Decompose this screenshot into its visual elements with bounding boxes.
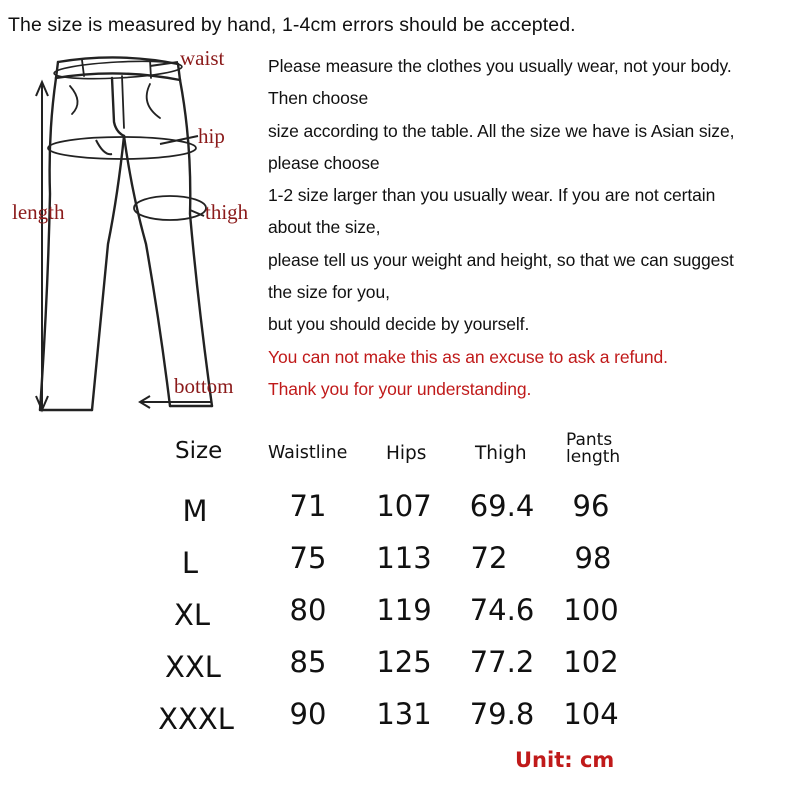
header-waistline: Waistline [268,443,348,463]
cell-waistline: 75 [289,541,327,575]
instructions [268,50,800,405]
thigh-label: thigh [205,200,249,224]
cell-hips: 119 [376,593,432,627]
refund-warning: You can not make this as an excuse to ask a refund. [268,346,668,367]
cell-hips: 125 [376,645,432,679]
cell-pants-length: 102 [563,645,619,679]
note-line: please tell us your weight and height, so that we can suggest [268,249,734,270]
thank-you-note: Thank you for your understanding. [268,378,532,399]
unit-label: Unit: cm [515,748,615,772]
note-line: about the size, [268,217,381,238]
cell-pants-length: 104 [563,697,619,731]
cell-waistline: 85 [289,645,327,679]
cell-hips: 113 [376,541,432,575]
cell-hips: 107 [376,489,432,523]
header-size: Size [175,438,223,464]
cell-size: XXL [165,650,221,684]
note-line: size according to the table. All the size we have is Asian size, [268,120,735,141]
cell-pants-length: 98 [574,541,612,575]
waist-label: waist [180,46,225,70]
note-line: the size for you, [268,282,390,303]
header-pants-length [566,432,620,466]
header-pants-length-line1: Pants [566,430,613,450]
cell-thigh: 77.2 [469,645,535,679]
cell-thigh: 74.6 [469,593,535,627]
header-hips: Hips [386,443,427,464]
cell-waistline: 71 [289,489,327,523]
cell-pants-length: 100 [563,593,619,627]
hip-label: hip [198,124,225,148]
cell-hips: 131 [376,697,432,731]
cell-pants-length: 96 [572,489,610,523]
cell-waistline: 80 [289,593,327,627]
note-line: Please measure the clothes you usually wear, not your body. [268,56,732,76]
note-line: Then choose [268,88,369,109]
cell-size: L [181,546,199,580]
header-thigh: Thigh [475,443,527,464]
pants-drawing [0,44,270,416]
headline: The size is measured by hand, 1-4cm errors should be accepted. [8,14,576,36]
cell-thigh: 72 [470,541,508,575]
cell-waistline: 90 [289,697,327,731]
pants-measurement-diagram [0,44,270,416]
note-line: but you should decide by yourself. [268,314,530,335]
cell-size: XL [173,598,211,632]
cell-thigh: 69.4 [469,489,535,523]
note-line: please choose [268,152,380,173]
header-pants-length-line2: length [566,447,621,467]
note-line: 1-2 size larger than you usually wear. If you are not certain [268,185,716,206]
length-label: length [12,200,65,224]
cell-size: XXXL [158,702,234,736]
bottom-label: bottom [174,374,234,398]
cell-size: M [182,494,208,528]
cell-thigh: 79.8 [469,697,535,731]
